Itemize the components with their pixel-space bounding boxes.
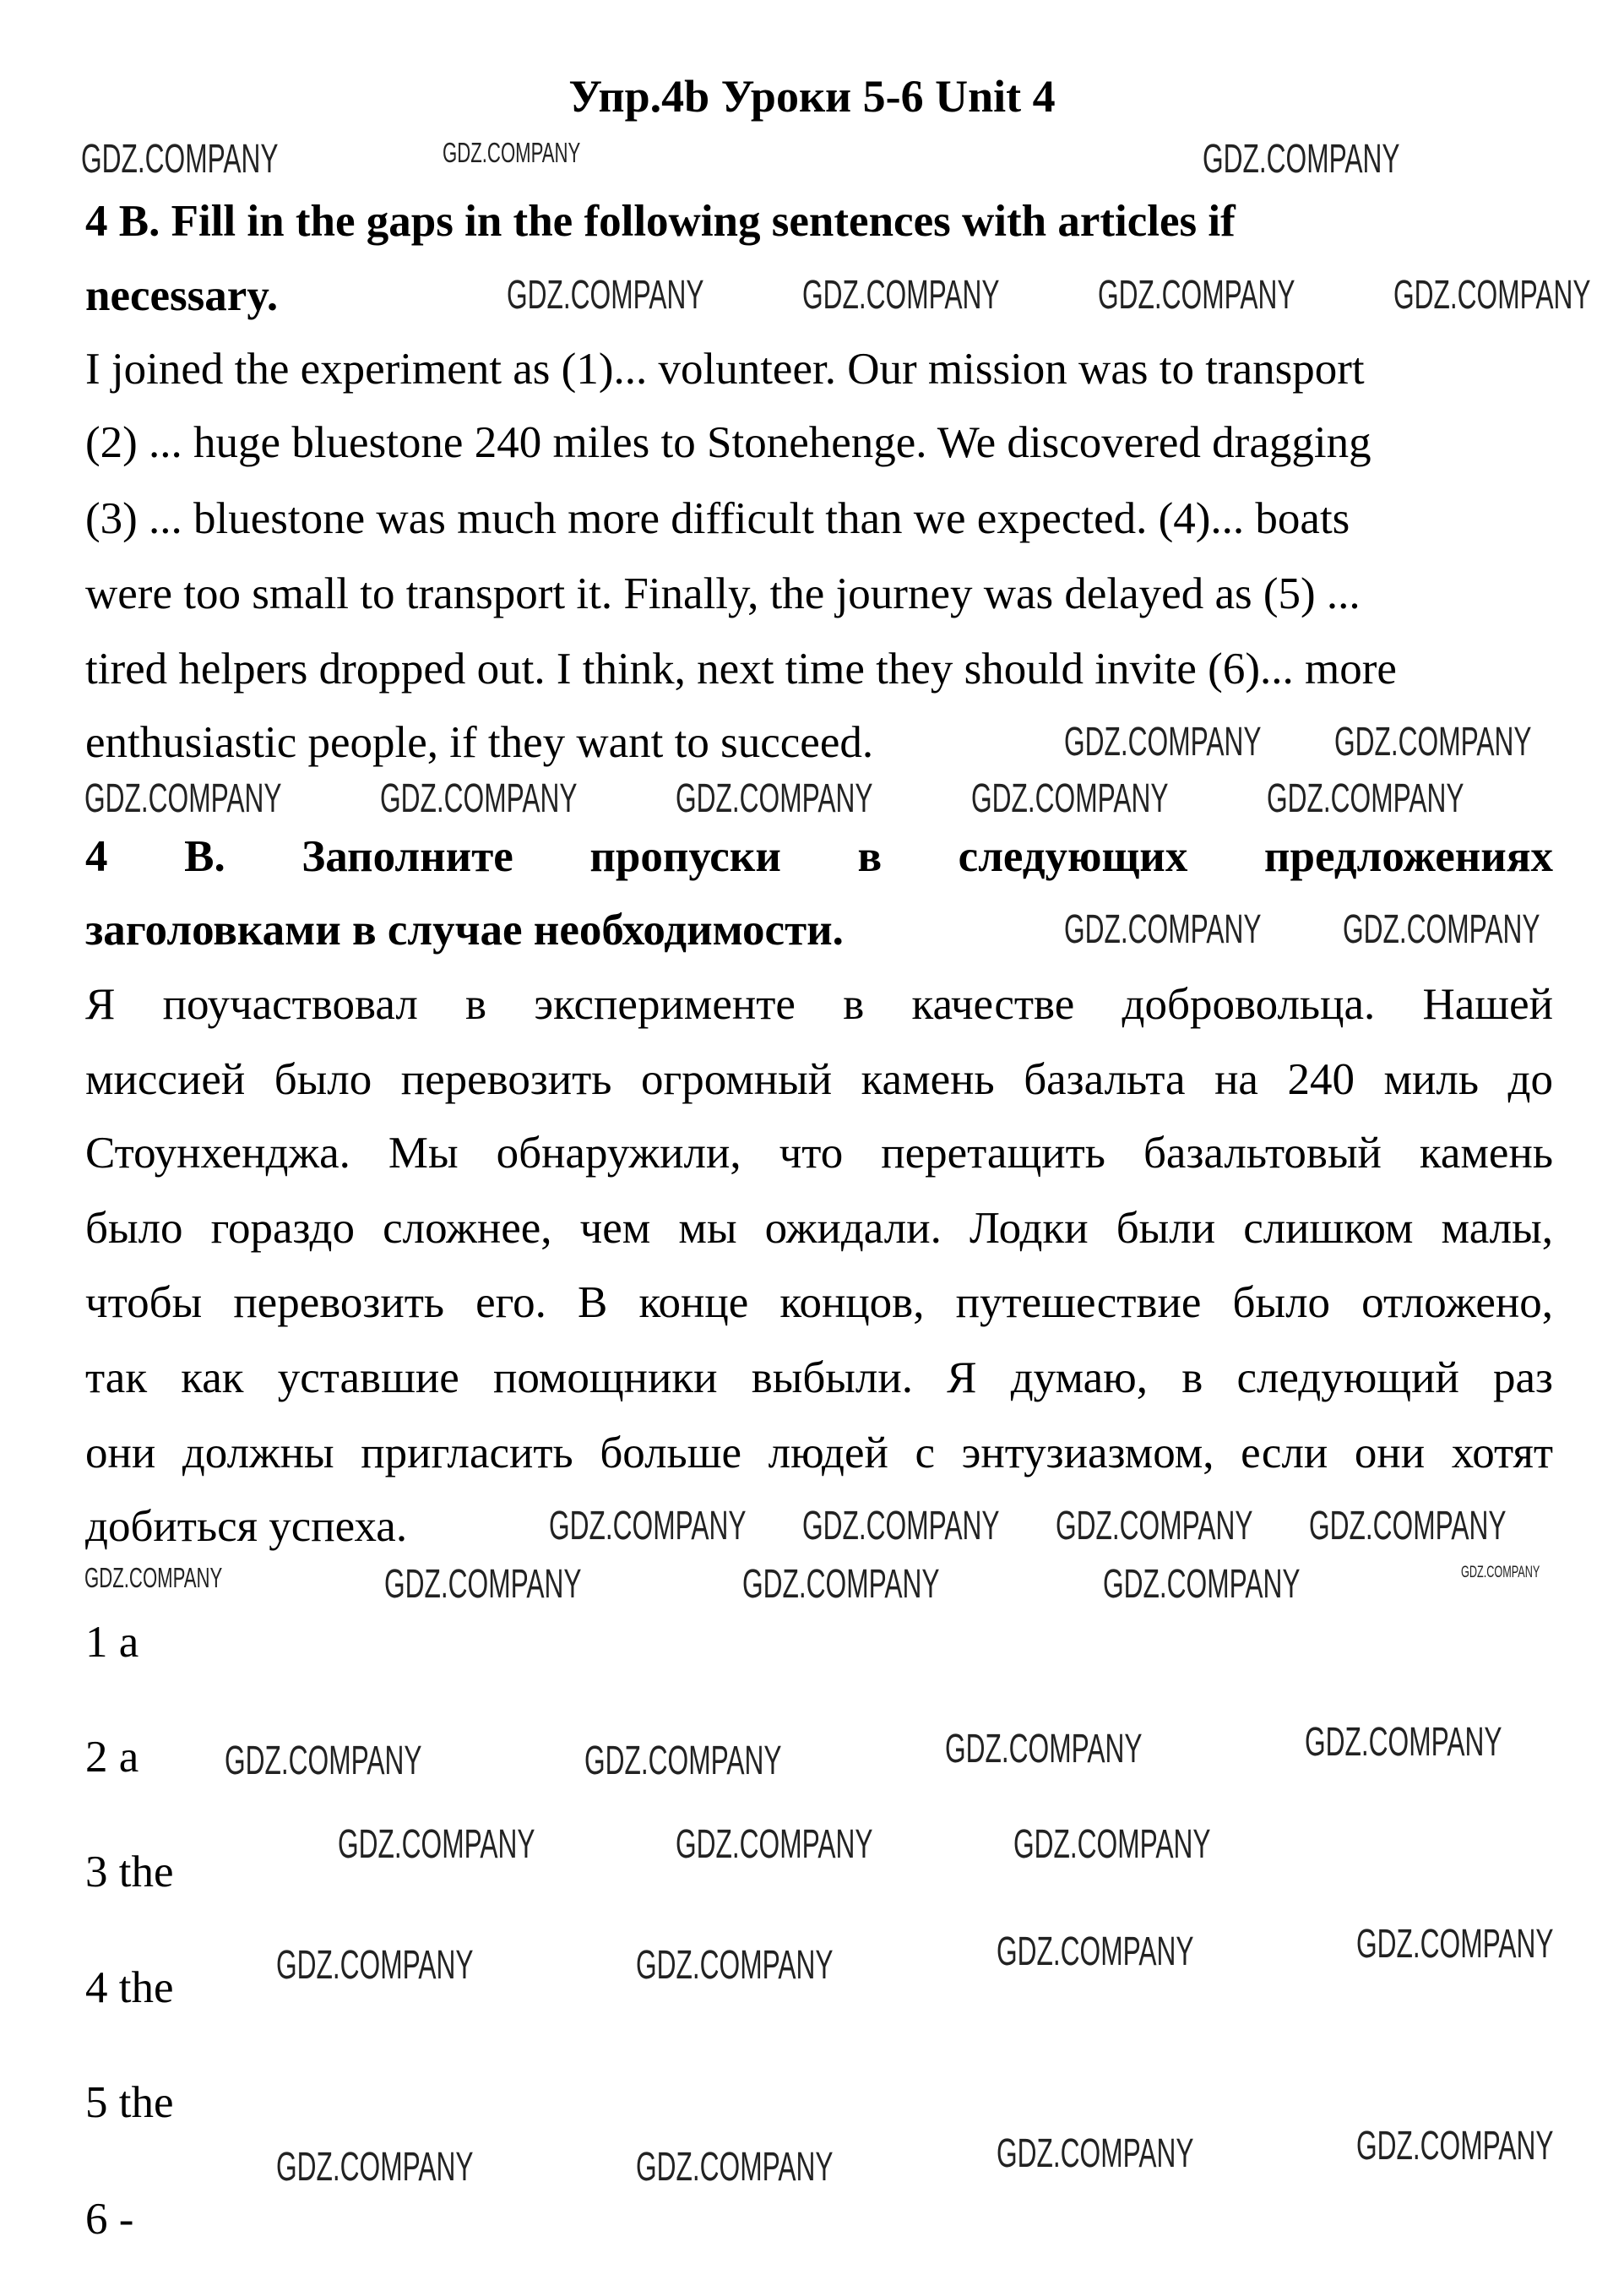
watermark-text: GDZ.COMPANY: [1334, 720, 1532, 765]
watermark-text: GDZ.COMPANY: [276, 1943, 474, 1988]
watermark-text: GDZ.COMPANY: [636, 2145, 834, 2190]
english-heading-line: 4 B. Fill in the gaps in the following sentences with articles if: [85, 197, 1236, 246]
watermark-text: GDZ.COMPANY: [549, 1504, 747, 1548]
watermark-text: GDZ.COMPANY: [971, 776, 1169, 821]
watermark-text: GDZ.COMPANY: [1203, 137, 1400, 182]
russian-text-line: чтобы перевозить его. В конце концов, путешествие было отложено,: [85, 1278, 1553, 1327]
english-text-line: enthusiastic people, if they want to succeed.: [85, 718, 874, 767]
answer-item: 3 the: [85, 1847, 174, 1896]
watermark-text: GDZ.COMPANY: [945, 1727, 1143, 1771]
russian-heading-line: заголовками в случае необходимости.: [85, 906, 844, 955]
answer-item: 2 a: [85, 1733, 139, 1782]
english-heading-line: necessary.: [85, 271, 279, 320]
answer-item: 4 the: [85, 1963, 174, 2012]
watermark-text: GDZ.COMPANY: [676, 776, 873, 821]
watermark-text: GDZ.COMPANY: [384, 1562, 582, 1607]
english-text-line: (2) ... huge bluestone 240 miles to Stonehenge. We discovered dragging: [85, 418, 1371, 467]
watermark-text: GDZ.COMPANY: [81, 137, 279, 182]
russian-text-line: так как уставшие помощники выбыли. Я думаю, в следующий раз: [85, 1353, 1553, 1402]
watermark-text: GDZ.COMPANY: [997, 2131, 1194, 2176]
watermark-text: GDZ.COMPANY: [380, 776, 578, 821]
watermark-text: GDZ.COMPANY: [225, 1739, 422, 1783]
watermark-text: GDZ.COMPANY: [1356, 1922, 1554, 1967]
watermark-text: GDZ.COMPANY: [997, 1929, 1194, 1974]
watermark-text: GDZ.COMPANY: [1461, 1564, 1540, 1581]
watermark-text: GDZ.COMPANY: [84, 776, 282, 821]
watermark-text: GDZ.COMPANY: [1064, 907, 1262, 952]
watermark-text: GDZ.COMPANY: [1098, 273, 1295, 318]
watermark-text: GDZ.COMPANY: [443, 138, 581, 169]
answer-item: 6 -: [85, 2195, 134, 2244]
russian-heading-line: 4 В. Заполните пропуски в следующих предложениях: [85, 832, 1553, 881]
russian-text-line: миссией было перевозить огромный камень базальта на 240 миль до: [85, 1055, 1553, 1104]
page-title: Упр.4b Уроки 5-6 Unit 4: [568, 71, 1056, 122]
russian-text-line: добиться успеха.: [85, 1502, 408, 1551]
watermark-text: GDZ.COMPANY: [84, 1563, 223, 1594]
watermark-text: GDZ.COMPANY: [338, 1822, 535, 1867]
watermark-text: GDZ.COMPANY: [276, 2145, 474, 2190]
watermark-text: GDZ.COMPANY: [584, 1739, 782, 1783]
english-text-line: tired helpers dropped out. I think, next time they should invite (6)... more: [85, 645, 1397, 694]
watermark-text: GDZ.COMPANY: [802, 1504, 1000, 1548]
english-text-line: I joined the experiment as (1)... volunteer. Our mission was to transport: [85, 345, 1365, 394]
watermark-text: GDZ.COMPANY: [1356, 2124, 1554, 2168]
watermark-text: GDZ.COMPANY: [802, 273, 1000, 318]
watermark-text: GDZ.COMPANY: [1056, 1504, 1253, 1548]
watermark-text: GDZ.COMPANY: [507, 273, 704, 318]
watermark-text: GDZ.COMPANY: [1103, 1562, 1301, 1607]
watermark-text: GDZ.COMPANY: [1267, 776, 1464, 821]
english-text-line: were too small to transport it. Finally, the journey was delayed as (5) ...: [85, 569, 1361, 618]
russian-text-line: было гораздо сложнее, чем мы ожидали. Лодки были слишком малы,: [85, 1204, 1553, 1253]
watermark-text: GDZ.COMPANY: [1393, 273, 1591, 318]
watermark-text: GDZ.COMPANY: [1343, 907, 1540, 952]
watermark-text: GDZ.COMPANY: [742, 1562, 940, 1607]
russian-text-line: Стоунхенджа. Мы обнаружили, что перетащить базальтовый камень: [85, 1129, 1553, 1178]
russian-text-line: Я поучаствовал в эксперименте в качестве добровольца. Нашей: [85, 980, 1553, 1029]
watermark-text: GDZ.COMPANY: [1064, 720, 1262, 765]
answer-item: 5 the: [85, 2078, 174, 2127]
watermark-text: GDZ.COMPANY: [1013, 1822, 1211, 1867]
russian-text-line: они должны пригласить больше людей с энтузиазмом, если они хотят: [85, 1428, 1553, 1477]
watermark-text: GDZ.COMPANY: [1305, 1720, 1502, 1765]
watermark-text: GDZ.COMPANY: [676, 1822, 873, 1867]
answer-item: 1 a: [85, 1618, 139, 1667]
watermark-text: GDZ.COMPANY: [636, 1943, 834, 1988]
watermark-text: GDZ.COMPANY: [1309, 1504, 1507, 1548]
english-text-line: (3) ... bluestone was much more difficult than we expected. (4)... boats: [85, 494, 1350, 543]
